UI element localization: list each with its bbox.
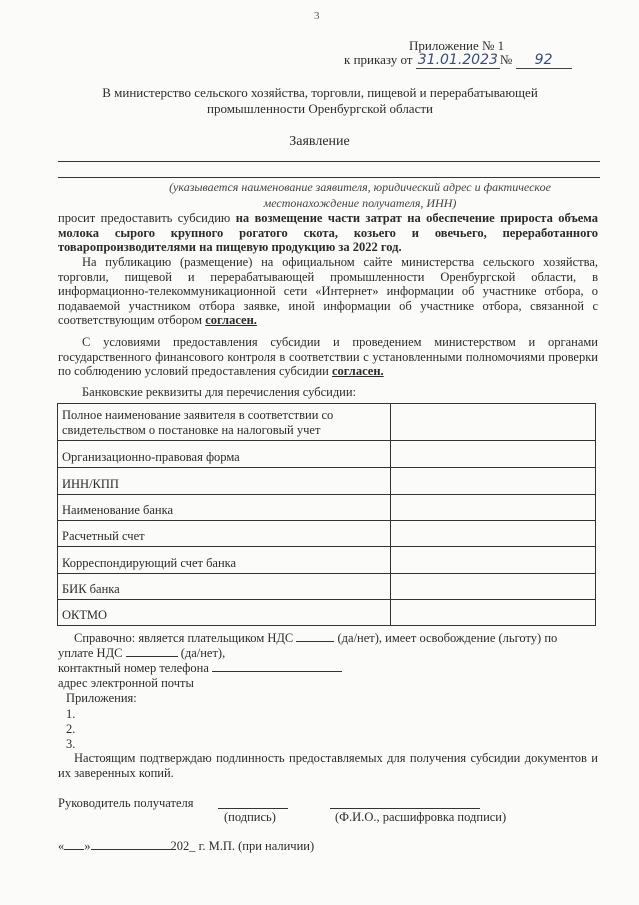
conditions-consent-text: С условиями предоставления субсидии и проведением министерством и органами государственного финансового контроля в соответствии с установленными полномочиями проверки по соблюдению условий предоставления субсидии [58,335,598,378]
date-month-blank[interactable] [91,849,171,850]
vat-reference-line-2 [58,646,225,661]
publication-consent-text: На публикацию (размещение) на официальном сайте министерства сельского хозяйства, торговли, пищевой и перерабатывающей промышленности Оренбургской области, в информационно-телекоммуникационной сети «Интернет» информации об участнике отбора, о подаваемой участником отбора заявке, иной информации об участнике отбора, связанной с соответствующим отбором [58,255,598,327]
email-label: адрес электронной почты [58,676,194,690]
conditions-consent-paragraph [58,335,598,379]
row-label-oktmo: ОКТМО [58,600,391,626]
fio-line[interactable] [330,808,480,809]
vat-payment-answer-label: (да/нет), [180,646,226,660]
table-row [58,547,596,574]
applicant-line-1 [58,161,600,162]
attachment-item-1: 1. [66,707,76,721]
vat-payer-blank[interactable] [296,641,334,642]
phone-blank[interactable] [212,671,342,672]
vat-payment-label: уплате НДС [58,646,123,660]
vat-reference-line-1 [74,631,614,646]
applicant-line-2 [58,177,600,178]
request-prefix: просит предоставить субсидию [58,211,236,225]
vat-payment-blank[interactable] [126,656,178,657]
row-label-corr-account: Корреспондирующий счет банка [58,547,391,574]
applicant-note: (указывается наименование заявителя, юридический адрес и фактическое местонахождение получателя, ИНН) [169,180,551,210]
row-value-legal-form[interactable] [391,441,596,468]
appendix-label: Приложение № 1 [409,38,505,53]
signature-line[interactable] [218,808,288,809]
publication-consent-paragraph [58,255,598,328]
conditions-consent-agree: согласен. [331,364,384,378]
row-value-inn-kpp[interactable] [391,468,596,495]
date-quote-open: « [58,839,65,853]
attachment-item-3: 3. [66,737,76,751]
row-label-bik: БИК банка [58,574,391,600]
table-row [58,495,596,521]
date-line [58,839,314,854]
table-row [58,574,596,600]
table-row [58,521,596,547]
row-value-account[interactable] [391,521,596,547]
order-number-label: № [499,52,513,67]
request-paragraph [58,211,598,255]
vat-exemption-label: (да/нет), имеет освобождение (льготу) по [337,631,558,645]
table-row [58,404,596,441]
page-number: 3 [314,10,320,22]
phone-label: контактный номер телефона [58,661,209,675]
date-day-blank[interactable] [64,849,84,850]
order-prefix: к приказу от [344,52,413,67]
head-of-recipient-label: Руководитель получателя [58,796,194,810]
row-value-full-name[interactable] [391,404,596,441]
ministry-addressee: В министерство сельского хозяйства, торговли, пищевой и перерабатывающей промышленности Оренбургской области [102,85,538,116]
row-label-inn-kpp: ИНН/КПП [58,468,391,495]
date-quote-close: » [84,839,91,853]
bank-details-table [57,403,596,626]
attachment-item-2: 2. [66,722,76,736]
confirmation-paragraph: Настоящим подтверждаю подлинность предоставляемых для получения субсидии документов и их заверенных копий. [58,751,598,780]
date-year: 202_ [170,839,196,853]
row-label-bank-name: Наименование банка [58,495,391,521]
row-label-account: Расчетный счет [58,521,391,547]
row-value-oktmo[interactable] [391,600,596,626]
row-value-corr-account[interactable] [391,547,596,574]
vat-payer-label: Справочно: является плательщиком НДС [74,631,294,645]
publication-consent-agree: согласен. [205,313,257,327]
table-row [58,468,596,495]
fio-caption: (Ф.И.О., расшифровка подписи) [335,810,507,824]
signature-caption: (подпись) [224,810,276,824]
order-reference [344,52,572,69]
request-subject: на возмещение части затрат на обеспечение прироста объема молока сырого крупного рогатого скота, козьего и овечьего, переработанного товаропроизводителями на пищевую продукцию за 2022 год. [58,211,598,254]
bank-details-heading: Банковские реквизиты для перечисления субсидии: [82,385,357,399]
document-title: Заявление [289,134,350,149]
row-label-legal-form: Организационно-правовая форма [58,441,391,468]
table-row [58,600,596,626]
attachments-label: Приложения: [66,691,137,705]
row-label-full-name: Полное наименование заявителя в соответствии со свидетельством о постановке на налоговый учет [58,404,391,441]
order-date-handwritten: 31.01.2023 [417,52,498,68]
stamp-note: г. М.П. (при наличии) [198,839,315,853]
table-row [58,441,596,468]
phone-line [58,661,342,676]
row-value-bank-name[interactable] [391,495,596,521]
row-value-bik[interactable] [391,574,596,600]
order-number-handwritten: 92 [516,52,572,69]
